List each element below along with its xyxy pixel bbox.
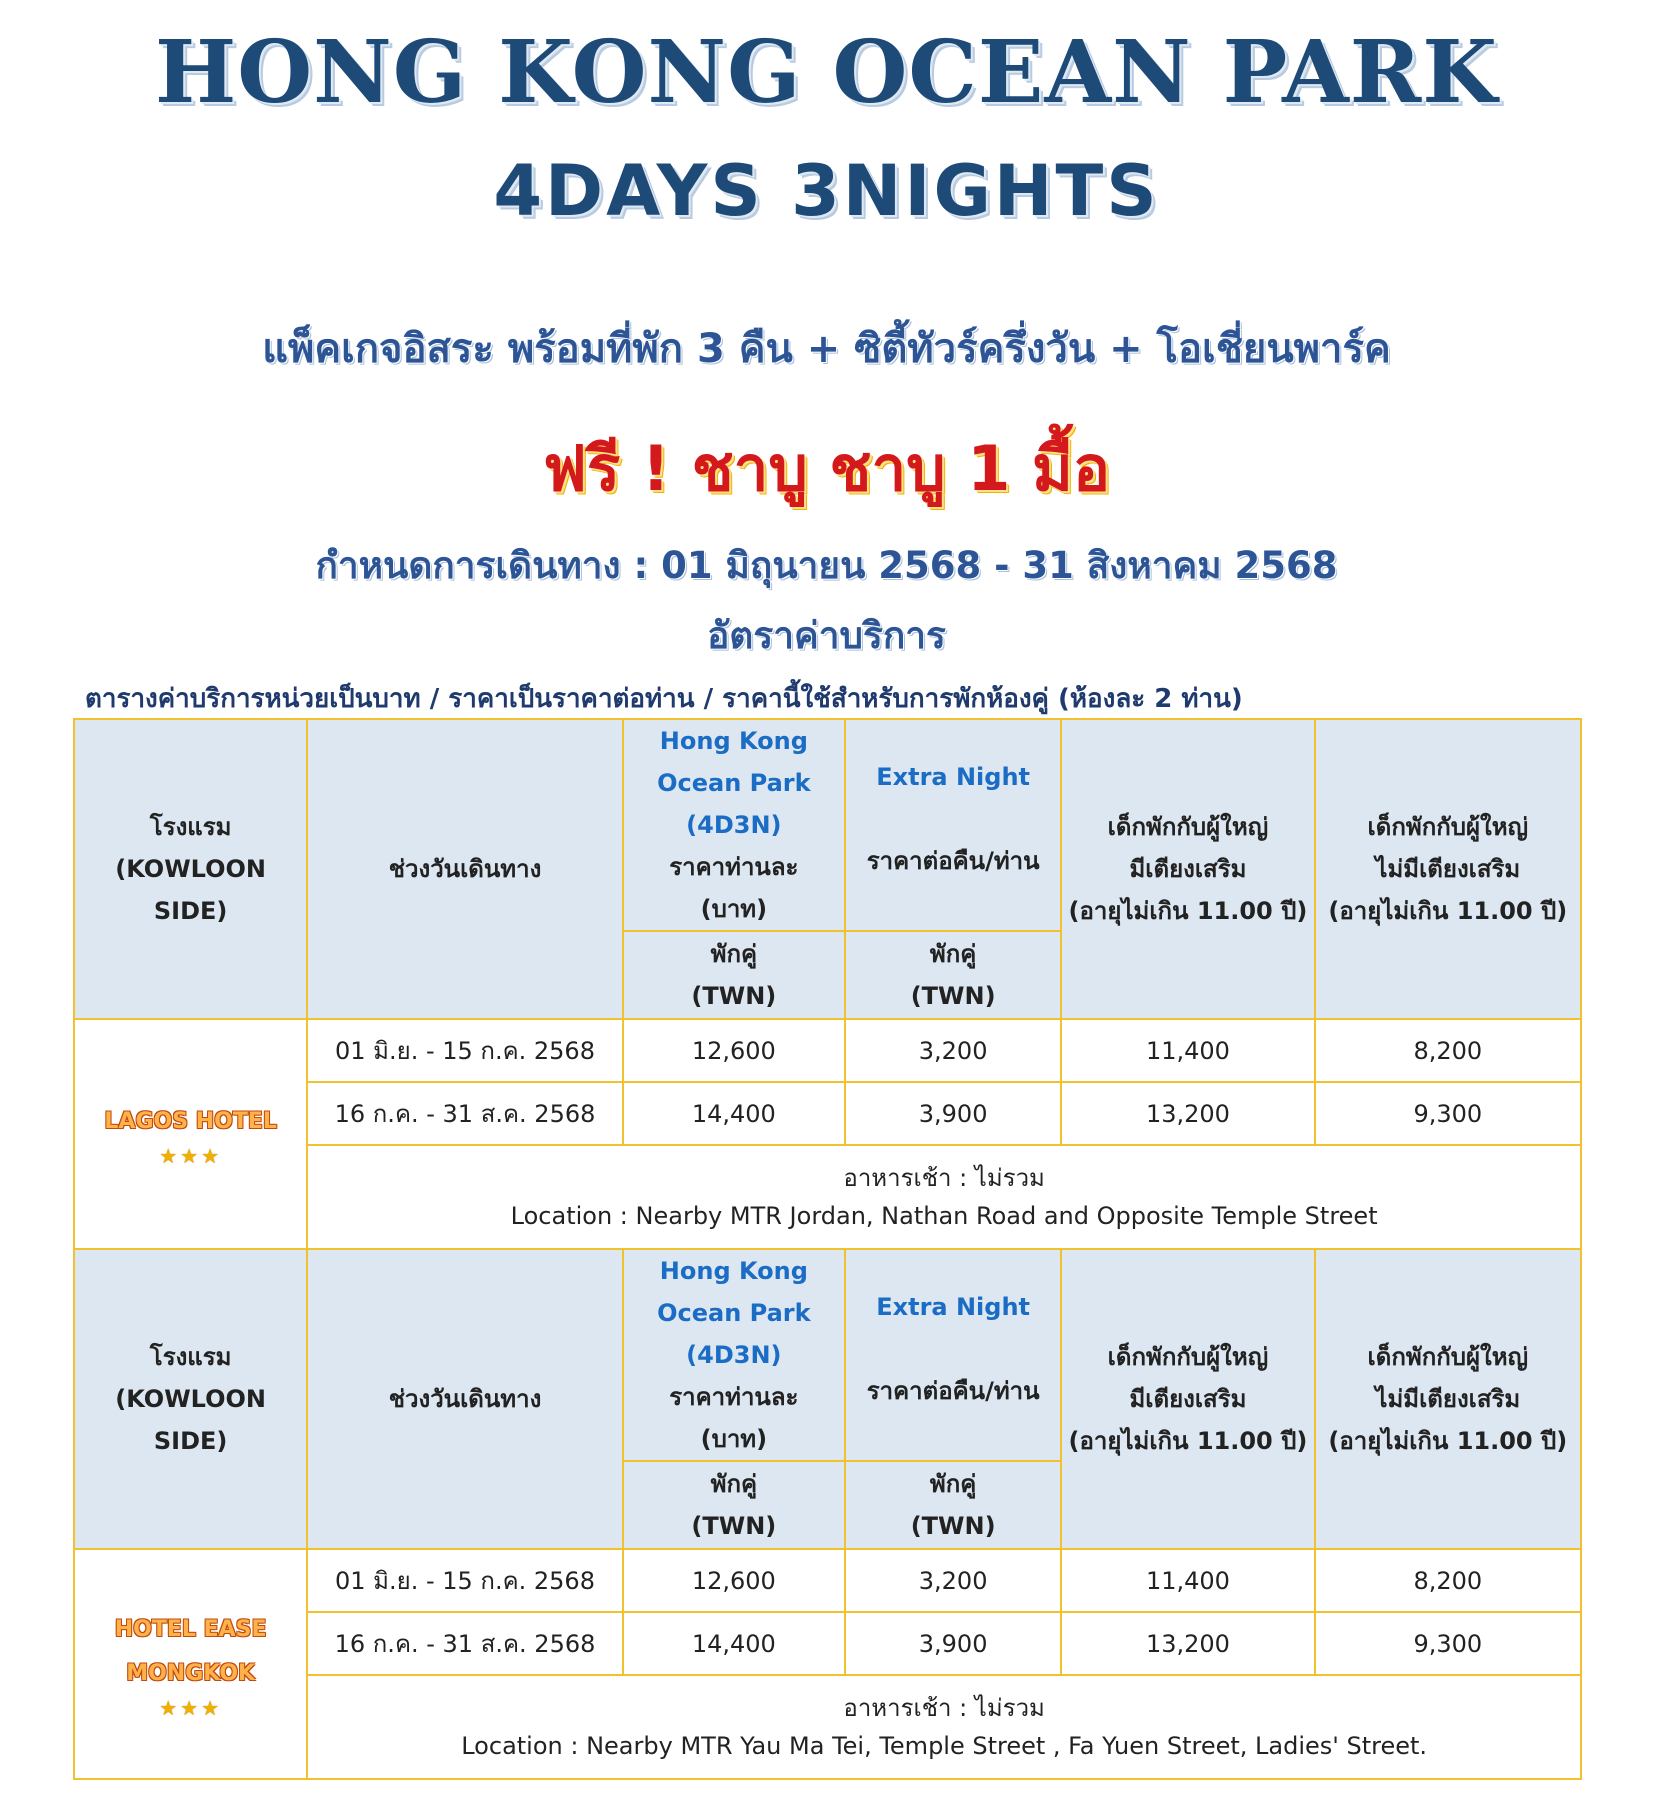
twin-line2: (TWN) <box>910 1512 996 1540</box>
hotel-name-line2: MONGKOK <box>126 1661 256 1686</box>
star-rating: ★★★ <box>159 1144 223 1168</box>
extra-night-cell: 3,200 <box>845 1019 1061 1082</box>
extra-night-title: Extra Night <box>876 763 1031 791</box>
package-header-line1: Hong Kong <box>659 727 808 755</box>
hotel-header <box>74 719 307 1019</box>
child-bed-cell: 13,200 <box>1061 1082 1314 1145</box>
hotel-header-label: โรงแรม <box>149 813 232 841</box>
location-info: Location : Nearby MTR Jordan, Nathan Road and Opposite Temple Street <box>510 1202 1378 1230</box>
hotel-name: LAGOS HOTEL <box>104 1109 277 1134</box>
package-twin-header <box>623 1461 845 1549</box>
extra-night-sub: ราคาต่อคืน/ท่าน <box>866 847 1040 875</box>
package-header-line3: (4D3N) <box>686 1341 782 1369</box>
period-header: ช่วงวันเดินทาง <box>307 1249 622 1549</box>
hotel-header <box>74 1249 307 1549</box>
package-price-cell: 12,600 <box>623 1549 845 1612</box>
extra-night-cell: 3,900 <box>845 1082 1061 1145</box>
extra-night-header <box>845 1249 1061 1461</box>
extra-night-sub: ราคาต่อคืน/ท่าน <box>866 1377 1040 1405</box>
child-nobed-cell: 8,200 <box>1315 1549 1581 1612</box>
package-price-line1: ราคาท่านละ <box>669 853 799 881</box>
package-description: แพ็คเกจอิสระ พร้อมที่พัก 3 คืน + ซิตี้ทัวร์ครึ่งวัน + โอเชี่ยนพาร์ค <box>262 326 1391 372</box>
child-bed-line3: (อายุไม่เกิน 11.00 ปี) <box>1068 1427 1308 1455</box>
package-header-line1: Hong Kong <box>659 1257 808 1285</box>
hotel-name: HOTEL EASE <box>114 1617 267 1642</box>
child-bed-line1: เด็กพักกับผู้ใหญ่ <box>1107 1343 1269 1371</box>
table-row <box>74 1019 1581 1082</box>
location-info: Location : Nearby MTR Yau Ma Tei, Temple Street , Fa Yuen Street, Ladies' Street. <box>461 1732 1428 1760</box>
hotel-info-cell <box>307 1675 1581 1779</box>
table-row <box>74 1549 1581 1612</box>
child-bed-header <box>1061 1249 1314 1549</box>
child-nobed-header <box>1315 719 1581 1019</box>
child-nobed-cell: 9,300 <box>1315 1082 1581 1145</box>
package-price-line2: (บาท) <box>700 1425 768 1453</box>
package-header-line3: (4D3N) <box>686 811 782 839</box>
breakfast-info: อาหารเช้า : ไม่รวม <box>843 1694 1045 1722</box>
twin-line2: (TWN) <box>910 982 996 1010</box>
child-nobed-line2: ไม่มีเตียงเสริม <box>1375 855 1521 883</box>
child-bed-line2: มีเตียงเสริม <box>1129 855 1247 883</box>
rate-title: อัตราค่าบริการ <box>707 614 946 657</box>
package-price-line2: (บาท) <box>700 895 768 923</box>
child-nobed-line3: (อายุไม่เกิน 11.00 ปี) <box>1328 1427 1568 1455</box>
extra-night-header <box>845 719 1061 931</box>
promo-banner: ฟรี ! ชาบู ชาบู 1 มื้อ <box>542 432 1111 505</box>
hotel-cell <box>74 1549 307 1779</box>
child-nobed-cell: 8,200 <box>1315 1019 1581 1082</box>
twin-line1: พักคู่ <box>929 940 977 968</box>
child-bed-line2: มีเตียงเสริม <box>1129 1385 1247 1413</box>
child-nobed-line1: เด็กพักกับผู้ใหญ่ <box>1367 1343 1529 1371</box>
hotel-header-side: (KOWLOON SIDE) <box>115 1385 266 1455</box>
package-twin-header <box>623 931 845 1019</box>
extra-night-cell: 3,200 <box>845 1549 1061 1612</box>
child-bed-header <box>1061 719 1314 1019</box>
price-note: ตารางค่าบริการหน่วยเป็นบาท / ราคาเป็นราคาต่อท่าน / ราคานี้ใช้สำหรับการพักห้องคู่ (ห้องละ 2 ท่าน) <box>85 684 1243 714</box>
price-table-lagos <box>73 718 1582 1250</box>
twin-line1: พักคู่ <box>710 1470 758 1498</box>
child-nobed-header <box>1315 1249 1581 1549</box>
period-cell: 01 มิ.ย. - 15 ก.ค. 2568 <box>307 1549 622 1612</box>
twin-line2: (TWN) <box>691 982 777 1010</box>
child-nobed-line1: เด็กพักกับผู้ใหญ่ <box>1367 813 1529 841</box>
period-cell: 16 ก.ค. - 31 ส.ค. 2568 <box>307 1082 622 1145</box>
extra-twin-header <box>845 1461 1061 1549</box>
extra-twin-header <box>845 931 1061 1019</box>
package-price-cell: 14,400 <box>623 1082 845 1145</box>
package-header <box>623 719 845 931</box>
price-table-ease <box>73 1248 1582 1780</box>
period-cell: 16 ก.ค. - 31 ส.ค. 2568 <box>307 1612 622 1675</box>
child-nobed-cell: 9,300 <box>1315 1612 1581 1675</box>
child-bed-line3: (อายุไม่เกิน 11.00 ปี) <box>1068 897 1308 925</box>
package-price-cell: 14,400 <box>623 1612 845 1675</box>
child-nobed-line2: ไม่มีเตียงเสริม <box>1375 1385 1521 1413</box>
package-header-line2: Ocean Park <box>657 1299 811 1327</box>
package-price-cell: 12,600 <box>623 1019 845 1082</box>
twin-line1: พักคู่ <box>929 1470 977 1498</box>
page-title: HONG KONG OCEAN PARK <box>154 22 1499 123</box>
hotel-header-side: (KOWLOON SIDE) <box>115 855 266 925</box>
travel-period: กำหนดการเดินทาง : 01 มิถุนายน 2568 - 31 สิงหาคม 2568 <box>315 544 1338 587</box>
package-price-line1: ราคาท่านละ <box>669 1383 799 1411</box>
child-nobed-line3: (อายุไม่เกิน 11.00 ปี) <box>1328 897 1568 925</box>
child-bed-cell: 13,200 <box>1061 1612 1314 1675</box>
page-subtitle: 4DAYS 3NIGHTS <box>493 150 1160 232</box>
extra-night-title: Extra Night <box>876 1293 1031 1321</box>
hotel-header-label: โรงแรม <box>149 1343 232 1371</box>
star-rating: ★★★ <box>159 1696 223 1720</box>
period-cell: 01 มิ.ย. - 15 ก.ค. 2568 <box>307 1019 622 1082</box>
twin-line1: พักคู่ <box>710 940 758 968</box>
hotel-cell <box>74 1019 307 1249</box>
extra-night-cell: 3,900 <box>845 1612 1061 1675</box>
package-header-line2: Ocean Park <box>657 769 811 797</box>
child-bed-cell: 11,400 <box>1061 1019 1314 1082</box>
package-header <box>623 1249 845 1461</box>
child-bed-cell: 11,400 <box>1061 1549 1314 1612</box>
hotel-info-cell <box>307 1145 1581 1249</box>
twin-line2: (TWN) <box>691 1512 777 1540</box>
breakfast-info: อาหารเช้า : ไม่รวม <box>843 1164 1045 1192</box>
period-header: ช่วงวันเดินทาง <box>307 719 622 1019</box>
child-bed-line1: เด็กพักกับผู้ใหญ่ <box>1107 813 1269 841</box>
